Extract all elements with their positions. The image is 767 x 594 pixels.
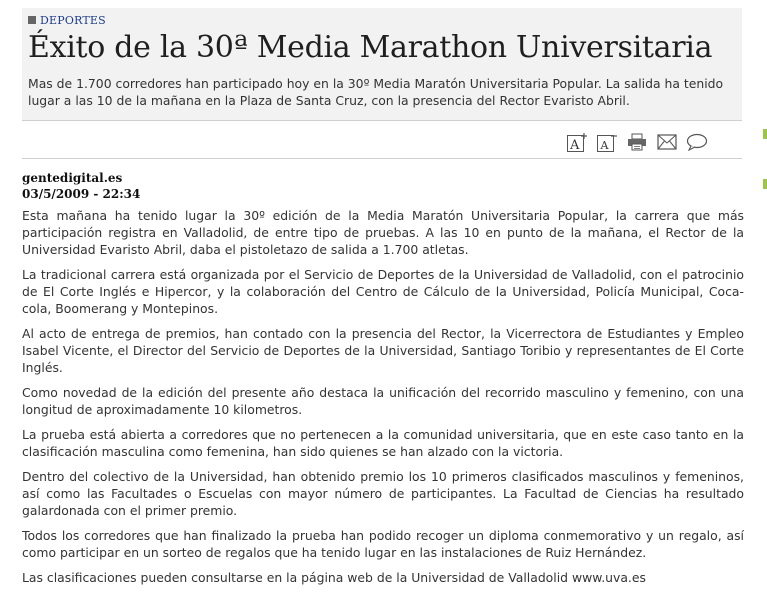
article-body bbox=[22, 207, 744, 594]
article-byline bbox=[22, 170, 140, 202]
article-paragraph: Las clasificaciones pueden consultarse en la página web de la Universidad de Valladolid www.uva.es bbox=[22, 570, 646, 585]
accent-mark bbox=[763, 129, 767, 139]
article-source: gentedigital.es bbox=[22, 171, 123, 185]
article-toolbar bbox=[566, 131, 708, 153]
article-paragraph: La prueba está abierta a corredores que no pertenecen a la comunidad universitaria, que en este caso tanto en la clasificación masculina como femenina, han sido quienes se han alzado con la victoria. bbox=[22, 427, 744, 459]
comment-icon[interactable] bbox=[686, 132, 708, 152]
svg-text:A: A bbox=[569, 138, 579, 152]
divider bbox=[22, 120, 742, 121]
square-bullet-icon bbox=[28, 16, 36, 24]
print-icon[interactable] bbox=[626, 132, 648, 152]
section-label[interactable]: DEPORTES bbox=[40, 14, 106, 27]
article-paragraph: Esta mañana ha tenido lugar la 30º edición de la Media Maratón Universitaria Popular, la carrera que más participación registra en Valladolid, de entre tipo de pruebas. A las 10 en punto de la mañana, el Rector de la Universidad Evaristo Abril, daba el pistoletazo de salida a 1.700 atletas. bbox=[22, 208, 744, 257]
article-paragraph: Al acto de entrega de premios, han contado con la presencia del Rector, la Vicerrectora de Estudiantes y Empleo Isabel Vicente, el Director del Servicio de Deportes de la Universidad, Santiago Toribio y representantes de El Corte Inglés. bbox=[22, 326, 744, 375]
article-paragraph: Todos los corredores que han finalizado la prueba han podido recoger un diploma conmemorativo y un regalo, así como participar en un sorteo de regalos que ha tenido lugar en las instalaciones de Ruiz Hernández. bbox=[22, 528, 744, 560]
email-icon[interactable] bbox=[656, 132, 678, 152]
sidebar-edge bbox=[763, 129, 767, 191]
section-tag[interactable] bbox=[28, 14, 106, 27]
divider bbox=[22, 158, 742, 159]
svg-text:A: A bbox=[600, 139, 608, 152]
page-title: Éxito de la 30ª Media Marathon Universitaria bbox=[28, 30, 713, 65]
decrease-font-icon[interactable] bbox=[596, 132, 618, 152]
article-header bbox=[22, 8, 742, 120]
article-summary: Mas de 1.700 corredores han participado hoy en la 30º Media Maratón Universitaria Popular. La salida ha tenido lugar a las 10 de la mañana en la Plaza de Santa Cruz, con la presencia del Rector Evaristo Abril. bbox=[28, 76, 724, 108]
article-date: 03/5/2009 - 22:34 bbox=[22, 187, 141, 201]
article-paragraph: Dentro del colectivo de la Universidad, han obtenido premio los 10 primeros clasificados masculinos y femeninos, así como las Facultades o Escuelas con mayor número de participantes. La Facultad de Ciencias ha resultado galardonada con el primer premio. bbox=[22, 469, 744, 518]
accent-mark bbox=[763, 179, 767, 189]
article-paragraph: La tradicional carrera está organizada por el Servicio de Deportes de la Universidad de Valladolid, con el patrocinio de El Corte Inglés e Hipercor, y la colaboración del Centro de Cálculo de la Universidad, Policía Municipal, Coca-cola, Boomerang y Montepinos. bbox=[22, 267, 744, 316]
increase-font-icon[interactable] bbox=[566, 132, 588, 152]
article-paragraph: Como novedad de la edición del presente año destaca la unificación del recorrido masculino y femenino, con una longitud de aproximadamente 10 kilometros. bbox=[22, 385, 744, 417]
